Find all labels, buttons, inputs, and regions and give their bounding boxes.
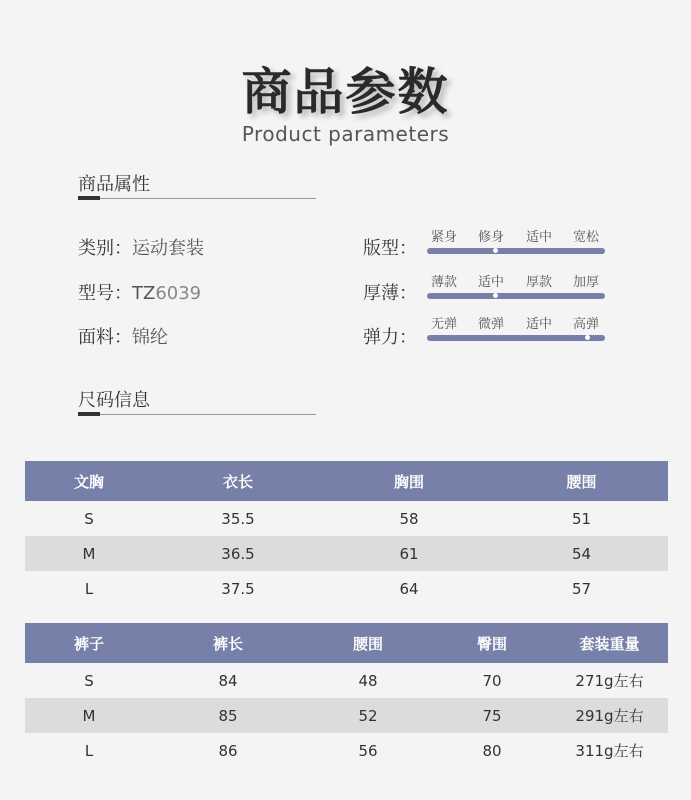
scale-fit-option: 宽松 [573,230,600,245]
table-cell: L [84,741,94,760]
column-header: 臀围 [433,623,551,663]
table-header-row [25,461,668,501]
section-divider-accent [78,412,100,416]
table-cell: 58 [399,509,419,528]
scale-elasticity-option: 适中 [526,317,553,332]
attributes-section-heading [78,170,316,196]
table-header-row [25,623,668,663]
column-header: 裤子 [25,623,153,663]
scale-thickness-option: 加厚 [573,275,600,290]
page-subtitle: Product parameters [241,122,450,146]
section-divider [78,414,316,415]
column-header: 套装重量 [551,623,668,663]
table-cell: 48 [358,671,378,690]
attr-model-number: 6039 [155,283,202,304]
scale-thickness [427,271,605,307]
scale-thickness-option: 薄款 [431,275,458,290]
scale-elasticity-option: 微弹 [478,317,505,332]
table-cell: 64 [399,579,419,598]
section-divider [78,198,316,199]
attr-category-label: 类别： [78,238,132,259]
table-row [25,663,668,698]
scale-thickness-marker [493,293,498,298]
scale-thickness-option: 适中 [478,275,505,290]
bottom-size-table [25,623,668,768]
table-cell: 86 [218,741,238,760]
scale-fit [427,226,605,262]
table-cell: 271g左右 [575,672,644,690]
table-cell: M [25,536,153,571]
scale-elasticity-option: 无弹 [431,317,458,332]
scale-fit-track [427,248,605,254]
table-cell: 54 [495,536,668,571]
size-section-heading [78,386,316,412]
table-cell: L [84,579,94,598]
table-cell: S [84,671,94,690]
table-cell: 57 [571,579,592,598]
size-heading-text: 尺码信息 [78,390,150,411]
table-row [25,733,668,768]
attributes-heading-text: 商品属性 [78,174,150,195]
scale-elasticity-option: 高弹 [573,317,600,332]
scale-elasticity [427,313,605,349]
column-header: 腰围 [495,461,668,501]
scale-fit-label: 版型： [363,238,417,259]
top-size-table [25,461,668,606]
scale-elasticity-track [427,335,605,341]
table-row [25,536,668,571]
table-cell: 311g左右 [575,742,644,760]
scale-elasticity-label: 弹力： [363,327,417,348]
scale-thickness-track [427,293,605,299]
scale-fit-option: 紧身 [431,230,458,245]
table-cell: 52 [303,698,433,733]
attr-fabric-value: 锦纶 [132,327,168,348]
attr-model-label: 型号： [78,283,132,304]
table-cell: 51 [571,509,592,528]
column-header: 腰围 [303,623,433,663]
table-cell: 36.5 [153,536,323,571]
table-cell: 56 [358,741,378,760]
table-cell: 85 [153,698,303,733]
attr-model [78,279,201,305]
table-cell: 70 [482,671,502,690]
attr-model-prefix: TZ [132,283,156,304]
scale-fit-marker [493,248,498,253]
attr-category-value: 运动套装 [132,238,204,259]
section-divider-accent [78,196,100,200]
table-cell: 291g左右 [551,698,668,733]
table-cell: 75 [433,698,551,733]
attr-fabric-label: 面料： [78,327,132,348]
table-cell: 61 [323,536,495,571]
table-cell: 80 [482,741,502,760]
table-cell: M [25,698,153,733]
scale-fit-option: 修身 [478,230,505,245]
column-header: 裤长 [153,623,303,663]
attr-fabric [78,323,168,349]
page-title: 商品参数 [241,63,450,121]
table-cell: 35.5 [221,509,255,528]
table-cell: S [84,509,94,528]
column-header: 胸围 [323,461,495,501]
column-header: 文胸 [25,461,153,501]
scale-thickness-option: 厚款 [526,275,553,290]
table-cell: 37.5 [221,579,255,598]
table-cell: 84 [218,671,238,690]
table-row [25,571,668,606]
scale-thickness-label: 厚薄： [363,283,417,304]
scale-fit-option: 适中 [526,230,553,245]
table-row [25,501,668,536]
attr-category [78,234,204,260]
table-row [25,698,668,733]
column-header: 衣长 [153,461,323,501]
